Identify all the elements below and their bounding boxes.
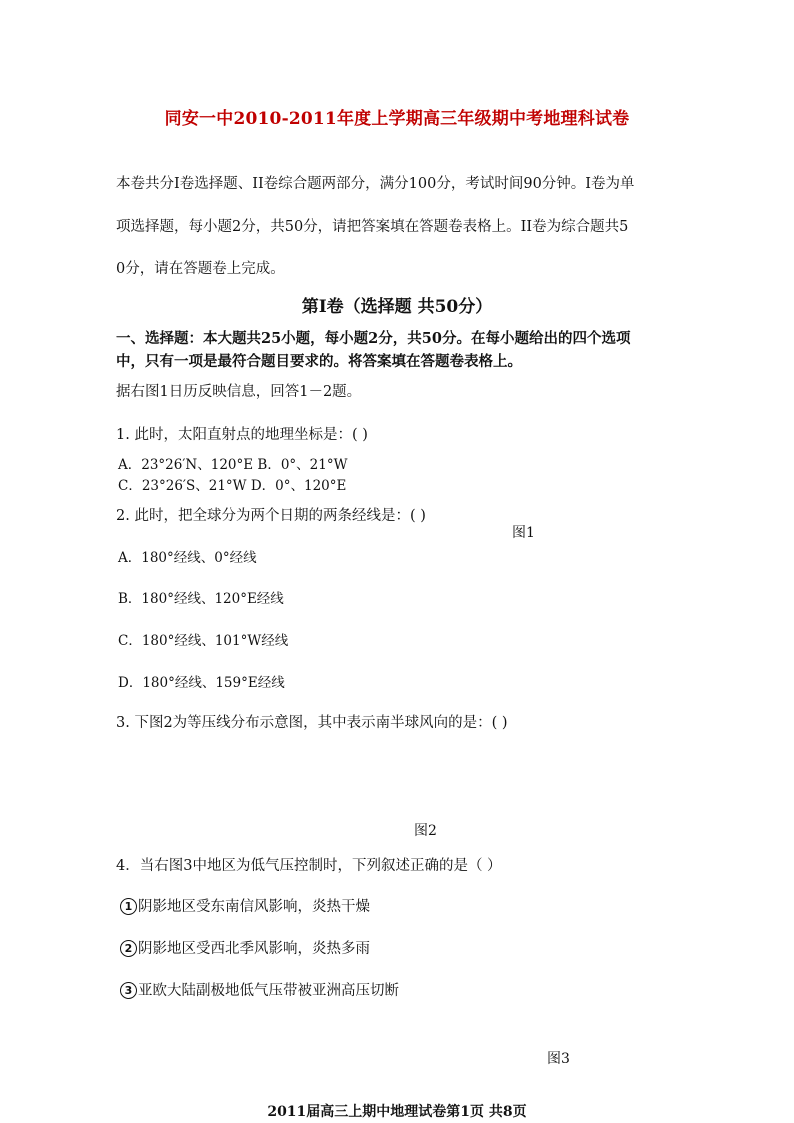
- question-4-item-3: [120, 979, 399, 1000]
- question-4-item-2-text: 阴影地区受西北季风影响，炎热多雨: [138, 941, 370, 957]
- question-2-option-b: B．180°经线、120°E经线: [118, 591, 284, 607]
- question-1-options-row-2: C．23°26′S、21°W D．0°、120°E: [118, 478, 347, 494]
- question-1-stem: 1. 此时，太阳直射点的地理坐标是：( ): [116, 427, 368, 443]
- circled-number-2: 2: [120, 940, 137, 957]
- question-1-options-row-1: A．23°26′N、120°E B．0°、21°W: [118, 457, 348, 473]
- page-footer: 2011届高三上期中地理试卷第1页 共8页: [267, 1104, 527, 1120]
- question-4-stem: 4．当右图3中地区为低气压控制时，下列叙述正确的是（ ）: [116, 858, 502, 874]
- question-2-stem: 2. 此时，把全球分为两个日期的两条经线是：( ): [116, 508, 426, 524]
- instruction-line-2: 中，只有一项是最符合题目要求的。将答案填在答题卷表格上。: [116, 353, 522, 370]
- question-4-item-1: [120, 895, 370, 916]
- question-lead: 据右图1日历反映信息，回答1－2题。: [116, 384, 362, 400]
- question-4-item-1-text: 阴影地区受东南信风影响，炎热干燥: [138, 899, 370, 915]
- figure-1-caption: 图1: [512, 525, 535, 541]
- circled-number-3: 3: [120, 982, 137, 999]
- exam-title: 同安一中2010-2011年度上学期高三年级期中考地理科试卷: [164, 109, 630, 129]
- question-3-stem: 3. 下图2为等压线分布示意图，其中表示南半球风向的是：( ): [116, 715, 508, 731]
- question-2-option-d: D．180°经线、159°E经线: [118, 675, 285, 691]
- question-2-option-a: A．180°经线、0°经线: [118, 550, 257, 566]
- figure-2-caption: 图2: [414, 823, 437, 839]
- circled-number-1: 1: [120, 898, 137, 915]
- section-title: 第I卷（选择题 共50分）: [301, 297, 493, 317]
- question-2-option-c: C．180°经线、101°W经线: [118, 633, 289, 649]
- question-4-item-2: [120, 937, 370, 958]
- figure-3-caption: 图3: [547, 1051, 570, 1067]
- intro-line-3: 0分，请在答题卷上完成。: [116, 261, 285, 277]
- intro-line-2: 项选择题，每小题2分，共50分，请把答案填在答题卷表格上。II卷为综合题共5: [116, 219, 629, 235]
- intro-line-1: 本卷共分I卷选择题、II卷综合题两部分，满分100分，考试时间90分钟。I卷为单: [116, 176, 635, 192]
- instruction-line-1: 一、选择题：本大题共25小题，每小题2分，共50分。在每小题给出的四个选项: [116, 330, 631, 347]
- question-4-item-3-text: 亚欧大陆副极地低气压带被亚洲高压切断: [138, 983, 399, 999]
